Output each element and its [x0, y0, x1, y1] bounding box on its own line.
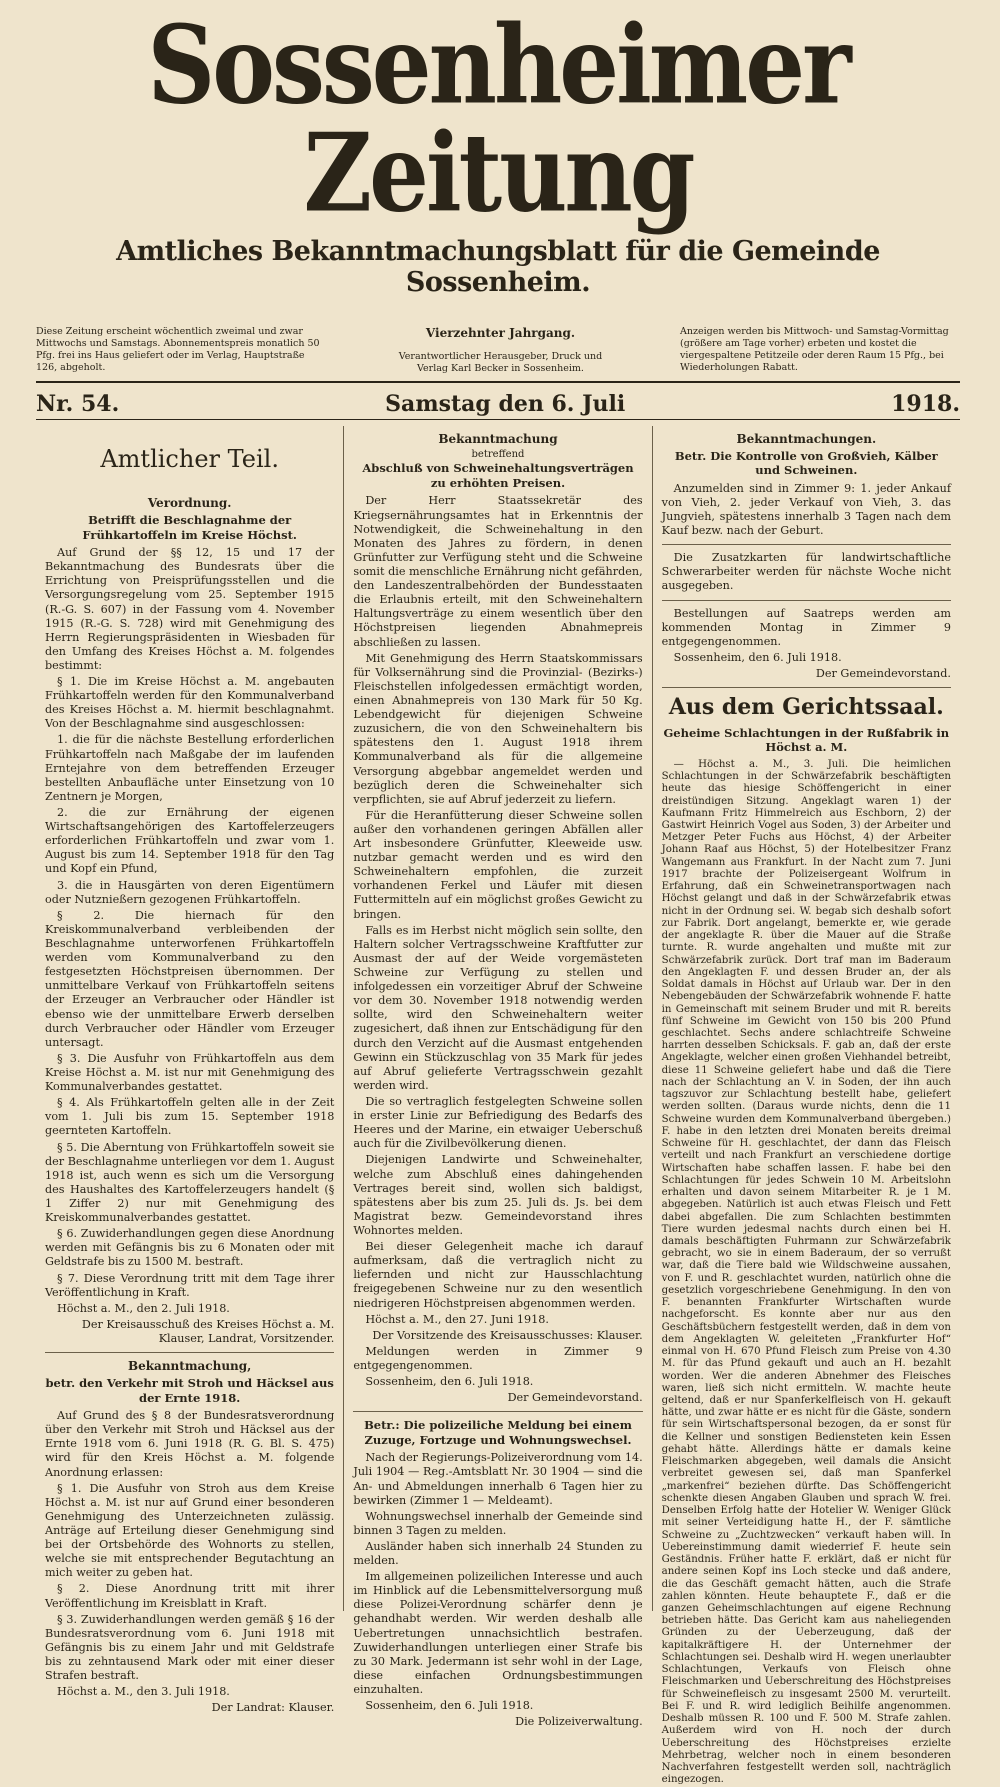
- publisher-label: Verantwortlicher Herausgeber, Druck und Verlag Karl Becker in Sossenheim.: [398, 351, 603, 374]
- paragraph: Bestellungen auf Saatreps werden am kommenden Montag in Zimmer 9 entgegengenommen.: [661, 606, 951, 648]
- pig-notice-subtitle: Abschluß von Schweinehaltungsverträgen zu erhöhten Preisen.: [362, 461, 634, 490]
- issue-year: 1918.: [891, 390, 960, 417]
- separator: [662, 544, 951, 545]
- paragraph: § 2. Diese Anordnung tritt mit ihrer Veröffentlichung im Kreisblatt in Kraft.: [45, 1582, 335, 1610]
- paragraph: — Höchst a. M., 3. Juli. Die heimlichen Schlachtungen in der Schwärzefabrik beschäftigten heute das hiesige Schöffengericht in einer dreistündigen Sitzung. Angeklagt waren 1) der Kaufmann Fritz Himmelreich aus Eschborn, 2) der Gastwirt Heinrich Vogel aus Soden, 3) der Arbeiter und Metzger Peter Fuchs aus Höchst, 4) der Arbeiter Johann Raaf aus Höchst, 5) der Hotelbesitzer Franz Wangemann aus Frankfurt. In der Nacht zum 7. Juni 1917 brachte der Polizeisergeant Wolfrum in Erfahrung, daß ein Schweinetransportwagen nach Höchst gelangt und daß in der Schwärzefabrik etwas nicht in der Ordnung sei. W. begab sich deshalb sofort zur Fabrik. Dort angelangt, bemerkte er, wie gerade der angeklagte R. über die Mauer auf die Straße turnte. R. wurde angehalten und mußte mit zur Schwärzefabrik zurück. Dort traf man im Baderaum den Angeklagten F. und dessen Bruder an, der als Soldat damals in Höchst auf Urlaub war. Der in den Nebengebäuden der Schwärzefabrik wohnende F. hatte in Gemeinschaft mit seinem Bruder und mit R. bereits fünf Schweine im Gewicht von 150 bis 200 Pfund geschlachtet. Sechs andere schlachtreife Schweine harrten desselben Schicksals. F. gab an, daß der erste Angeklagte, welcher einen großen Viehhandel betreibt, diese 11 Schweine geliefert habe und daß die Tiere nach der Schlachtung an V. in Soden, der ihn auch tagszuvor zur Schlachtung bestellt habe, geliefert werden sollten. (Daraus wurde nichts, denn die 11 Schweine wurden dem Kommunalverband übergeben.) F. habe in den letzten drei Monaten bereits dreimal Schweine für H. geschlachtet, der dann das Fleisch verteilt und nach Frankfurt an verschiedene dortige Wirtschaften habe schaffen lassen. F. habe bei den Schlachtungen für jedes Schwein 10 M. Arbeitslohn erhalten und davon seinem Mitarbeiter R. je 1 M. abgegeben. Natürlich ist auch etwas Fleisch und Fett dabei abgefallen. Die zum Schlachten bestimmten Tiere wurden jedesmal nachts durch einen bei H. damals beschäftigten Fuhrmann zur Schwärzefabrik gebracht, wo sie in einem Baderaum, der so verrußt war, daß die Tiere bald wie Wildschweine aussahen, von F. und R. geschlachtet wurden, natürlich ohne die gesetzlich vorgeschriebene Genehmigung. In den von F. benannten Frankfurter Wirtschaften wurde nachgeforscht. Es konnte aber nur aus den Geschäftsbüchern festgestellt werden, daß in dem von dem Angeklagten W. geleiteten „Frankfurter Hof“ einmal von H. 670 Pfund Fleisch zum Preise von 4.30 M. für das Pfund gekauft und auch an H. bezahlt worden. Wer die anderen Abnehmer des Fleisches waren, ließ sich nicht ermitteln. W. machte heute geltend, daß er nur Spanferkelfleisch von H. gekauft hätte, und zwar hätte er es nicht für die Gäste, sondern für sein Wirtschaftspersonal bezogen, da er sonst für die Kellner und sonstigen Bediensteten kein Essen gehabt hätte. Allerdings hätte er damals keine Fleischmarken abgegeben, weil damals die Ansicht verbreitet gewesen sei, daß man Spanferkel „markenfrei“ beziehen dürfte. Das Schöffengericht schenkte diesen Angaben Glauben und sprach W. frei. Denselben Erfolg hatte der Hotelier W. Weniger Glück mit seiner Verteidigung hatte H., der F. sämtliche Schweine zu „Zuchtzwecken“ verkauft haben will. In Uebereinstimmung damit wiederrief F. heute sein Geständnis. Früher hatte F. erklärt, daß er nicht für andere seinen Kopf ins Loch stecke und daß andere, die das Geschäft gemacht hätten, auch die Strafe zahlen könnten. Heute behauptete F., daß er die ganzen Geheimschlachtungen auf eigene Rechnung betrieben hätte. Das Gericht kam aus naheliegenden Gründen zu der Ueberzeugung, daß der kapitalkräftigere H. der Unternehmer der Schlachtungen sei. Deshalb wird H. wegen unerlaubter Schlachtungen, Verkaufs von Fleisch ohne Fleischmarken und Ueberschreitung des Höchstpreises für Schweinefleisch zu insgesamt 2500 M. verurteilt. Bei F. und R. wird lediglich Beihilfe angenommen. Deshalb müssen R. 100 und F. 500 M. Strafe zahlen. Außerdem wird von H. noch der durch Ueberschreitung des Höchstpreises erzielte Mehrbetrag, welcher noch in einem besonderen Nachverfahren festgestellt werden soll, nachträglich eingezogen.: [661, 758, 951, 1786]
- verordnung-subtitle: Betrifft die Beschlagnahme der Frühkartoffeln im Kreise Höchst.: [82, 513, 297, 542]
- paragraph: Bei dieser Gelegenheit mache ich darauf aufmerksam, daß die vertraglich nicht zu liefernden und nicht zur Hausschlachtung freigegebenen Schweine nur zu den wesentlich niedrigeren Höchstpreisen abgenommen werden.: [353, 1240, 643, 1310]
- separator: [662, 600, 951, 601]
- paragraph: § 6. Zuwiderhandlungen gegen diese Anordnung werden mit Gefängnis bis zu 6 Monaten oder mit Geldstrafe bis zu 1500 M. bestraft.: [45, 1227, 335, 1269]
- paragraph: Die Zusatzkarten für landwirtschaftliche Schwerarbeiter werden für nächste Woche nicht ausgegeben.: [661, 551, 951, 593]
- masthead-subtitle: Amtliches Bekanntmachungsblatt für die Gemeinde Sossenheim.: [116, 236, 880, 298]
- paragraph: Mit Genehmigung des Herrn Staatskommissars für Volksernährung sind die Provinzial- (Bezirks-) Fleischstellen infolgedessen ermächtigt worden, einen Abnahmepreis von 130 Mark für 50 Kg. Lebendgewicht für diejenigen Schweine zuzusichern, die von den Schweinehaltern bis spätestens den 1. August 1918 ihrem Kommunalverband als für die allgemeine Versorgung abgebbar angemeldet werden und bezüglich deren die Schweinehalter sich verpflichten, sie auf Abruf jederzeit zu liefern.: [353, 651, 643, 806]
- paragraph: § 4. Als Frühkartoffeln gelten alle in der Zeit vom 1. Juli bis zum 15. September 1918 geernteten Kartoffeln.: [45, 1096, 335, 1138]
- separator: [45, 1352, 334, 1353]
- paragraph: Nach der Regierungs-Polizeiverordnung vom 14. Juli 1904 — Reg.-Amtsblatt Nr. 30 1904 — sind die An- und Abmeldungen innerhalb 6 Tagen hier zu bewirken (Zimmer 1 — Meldeamt).: [353, 1451, 643, 1507]
- signature-date: Sossenheim, den 6. Juli 1918.: [365, 1699, 534, 1713]
- info-row: [36, 326, 960, 375]
- paragraph: Ausländer haben sich innerhalb 24 Stunden zu melden.: [353, 1539, 643, 1568]
- paragraph: Im allgemeinen polizeilichen Interesse und auch im Hinblick auf die Lebensmittelversorgung muß diese Polizei-Verordnung schärfer denn je gehandhabt werden. Wir werden deshalb alle Uebertretungen unnachsichtlich bestrafen. Zuwiderhandlungen unterliegen einer Strafe bis zu 30 Mark. Jedermann ist sehr wohl in der Lage, diese einfachen Ordnungsbestimmungen einzuhalten.: [353, 1570, 643, 1697]
- paragraph: § 7. Diese Verordnung tritt mit dem Tage ihrer Veröffentlichung in Kraft.: [45, 1271, 335, 1299]
- paragraph: Auf Grund des § 8 der Bundesratsverordnung über den Verkehr mit Stroh und Häcksel aus der Ernte 1918 vom 6. Juni 1918 (R. G. Bl. S. 475) wird für den Kreis Höchst a. M. folgende Anordnung erlassen:: [45, 1409, 335, 1479]
- signature: Die Polizeiverwaltung.: [515, 1715, 643, 1729]
- paragraph: § 3. Zuwiderhandlungen werden gemäß § 16 der Bundesratsverordnung vom 6. Juni 1918 mit Gefängnis bis zu einem Jahr und mit Geldstrafe bis zu zehntausend Mark oder mit einer dieser Strafen bestraft.: [45, 1612, 335, 1683]
- column-3: [652, 426, 960, 1786]
- verordnung-title: Verordnung.: [147, 495, 232, 510]
- masthead-title: Sossenheimer Zeitung: [147, 2, 849, 238]
- court-article-subtitle: Geheime Schlachtungen in der Rußfabrik in Höchst a. M.: [663, 725, 950, 755]
- paragraph: § 5. Die Aberntung von Frühkartoffeln soweit sie der Beschlagnahme unterliegen vor dem 1. August 1918 ist, auch wenn es sich um die Versorgung des Haushaltes des Kartoffelerzeugers handelt (§ 1 Ziffer 2) nur mit Genehmigung des Kreiskommunalverbandes gestattet.: [45, 1140, 335, 1225]
- bekanntmachung-title: Bekanntmachung,: [127, 1359, 252, 1374]
- signature-date: Sossenheim, den 6. Juli 1918.: [673, 650, 842, 664]
- subscription-info: Diese Zeitung erscheint wöchentlich zweimal und zwar Mittwochs und Samstags. Abonnementspreis monatlich 50 Pfg. frei ins Haus geliefert oder im Verlag, Hauptstraße 126, abgeholt.: [36, 326, 320, 373]
- paragraph: Die so vertraglich festgelegten Schweine sollen in erster Linie zur Befriedigung des Bedarfs des Heeres und der Marine, ein etwaiger Ueberschuß auch für die Zivilbevölkerung dienen.: [353, 1095, 643, 1151]
- issue-number: Nr. 54.: [36, 390, 120, 417]
- paragraph: 2. die zur Ernährung der eigenen Wirtschaftsangehörigen des Kartoffelerzeugers erforderlichen Frühkartoffeln und zwar vom 1. August bis zum 14. September 1918 für den Tag und Kopf ein Pfund,: [45, 806, 335, 876]
- signature: Der Kreisausschuß des Kreises Höchst a. M. Klauser, Landrat, Vorsitzender.: [81, 1317, 335, 1345]
- paragraph: Falls es im Herbst nicht möglich sein sollte, den Haltern solcher Vertragsschweine Kraftfutter zur Ausmast der auf der Weide vorgemästeten Schweine zur Verfügung zu stellen und infolgedessen ein vorzeitiger Abruf der Schweine vor dem 30. November 1918 notwendig werden sollte, wird den Schweinehaltern weiter zugesichert, daß ihnen zur Entschädigung für den durch den Verzicht auf die Ausmast entgehenden Gewinn ein Stückzuschlag von 35 Mark für jedes auf Abruf gelieferte Vertragsschwein gezahlt werden wird.: [353, 923, 643, 1092]
- paragraph: Auf Grund der §§ 12, 15 und 17 der Bekanntmachung des Bundesrats über die Errichtung von Preisprüfungsstellen und die Versorgungsregelung vom 25. September 1915 (R.-G. S. 607) in der Fassung vom 4. November 1915 (R.-G. S. 728) wird mit Genehmigung des Herrn Regierungspräsidenten in Wiesbaden für den Umfang des Kreises Höchst a. M. folgendes bestimmt:: [45, 546, 335, 672]
- signature: Der Gemeindevorstand.: [507, 1391, 643, 1405]
- paragraph: § 1. Die Ausfuhr von Stroh aus dem Kreise Höchst a. M. ist nur auf Grund einer besonderen Genehmigung des Unterzeichneten zulässig. Anträge auf Erteilung dieser Genehmigung sind bei der Ortsbehörde des Wohnorts zu stellen, welche sie mit entsprechender Begutachtung an mich weiter zu geben hat.: [45, 1481, 335, 1580]
- paragraph: § 1. Die im Kreise Höchst a. M. angebauten Frühkartoffeln werden für den Kommunalverband des Kreises Höchst a. M. hiermit beschlagnahmt. Von der Beschlagnahme sind ausgeschlossen:: [45, 675, 335, 731]
- court-section-title: Aus dem Gerichtssaal.: [668, 694, 944, 721]
- signature-date: Höchst a. M., den 3. Juli 1918.: [57, 1685, 230, 1699]
- separator: [662, 687, 951, 688]
- publisher-info: [386, 326, 616, 375]
- signature: Der Landrat: Klauser.: [211, 1701, 335, 1715]
- pig-notice-betr: betreffend: [471, 448, 525, 460]
- advertising-info: Anzeigen werden bis Mittwoch- und Samstag-Vormittag (größere am Tage vorher) erbeten und kostet die viergespaltene Petitzeile oder deren Raum 15 Pfg., bei Wiederholungen Rabatt.: [680, 326, 949, 373]
- paragraph: Für die Heranfütterung dieser Schweine sollen außer den vorhandenen geringen Abfällen aller Art insbesondere Grünfutter, Kleeweide usw. nutzbar gemacht werden und es wird den Schweinehaltern empfohlen, die zurzeit vorhandenen Ferkel und Läufer mit diesen Futtermitteln auf ein möglichst großes Gewicht zu bringen.: [353, 808, 643, 921]
- column-1: [36, 426, 343, 1715]
- issue-row: [36, 383, 960, 419]
- paragraph: 3. die in Hausgärten von deren Eigentümern oder Nutznießern gezogenen Frühkartoffeln.: [45, 878, 335, 906]
- signature-date: Höchst a. M., den 2. Juli 1918.: [57, 1301, 230, 1315]
- paragraph: Der Herr Staatssekretär des Kriegsernährungsamtes hat in Erkenntnis der Notwendigkeit, die Schweinehaltung in den Monaten des Jahres zu fördern, in denen Grünfutter zur Verfügung steht und die Schweine somit die menschliche Ernährung nicht gefährden, den Landeszentralbehörden der Bundesstaaten die Erlaubnis erteilt, mit den Schweinehaltern Haltungsverträge zu einem wesentlich über den Höchstpreisen liegenden Abnahmepreis abschließen zu lassen.: [353, 494, 643, 649]
- paragraph: § 2. Die hiernach für den Kreiskommunalverband verbleibenden der Beschlagnahme unterworfenen Frühkartoffeln werden vom Kommunalverband zu den festgesetzten Höchstpreisen übernommen. Der unmittelbare Verkauf von Frühkartoffeln seitens der Erzeuger an Verbraucher oder Händler ist ebenso wie der unmittelbare Erwerb derselben durch Verbraucher oder Händler vom Erzeuger untersagt.: [45, 908, 335, 1049]
- paragraph: Meldungen werden in Zimmer 9 entgegengenommen.: [353, 1344, 643, 1372]
- paragraph: § 3. Die Ausfuhr von Frühkartoffeln aus dem Kreise Höchst a. M. ist nur mit Genehmigung des Kommunalverbandes gestattet.: [45, 1051, 335, 1094]
- notices-subtitle: Betr. Die Kontrolle von Großvieh, Kälber und Schweinen.: [674, 448, 938, 478]
- bekanntmachung-subtitle: betr. den Verkehr mit Stroh und Häcksel aus der Ernte 1918.: [45, 1376, 334, 1405]
- paragraph: Wohnungswechsel innerhalb der Gemeinde sind binnen 3 Tagen zu melden.: [353, 1509, 643, 1537]
- issue-rule: [36, 419, 960, 420]
- signature: Der Vorsitzende des Kreisausschusses: Klauser.: [372, 1328, 643, 1342]
- signature-date: Sossenheim, den 6. Juli 1918.: [365, 1375, 534, 1389]
- columns: [36, 426, 960, 1786]
- official-section-heading: Amtlicher Teil.: [100, 444, 279, 473]
- signature: Der Gemeindevorstand.: [815, 667, 951, 681]
- column-2: [343, 426, 651, 1729]
- paragraph: 1. die für die nächste Bestellung erforderlichen Frühkartoffeln nach Maßgabe der im laufenden Erntejahre von dem betreffenden Erzeuger bestellten Anbaufläche unter Einsetzung von 10 Zentnern je Morgen,: [45, 733, 335, 803]
- volume-label: Vierzehnter Jahrgang.: [425, 326, 576, 340]
- paragraph: Diejenigen Landwirte und Schweinehalter, welche zum Abschluß eines dahingehenden Vertrages bereit sind, wollen sich baldigst, spätestens aber bis zum 25. Juli ds. Js. bei dem Magistrat bezw. Gemeindevorstand ihres Wohnortes melden.: [353, 1153, 643, 1237]
- pig-notice-title: Bekanntmachung: [438, 431, 558, 446]
- paragraph: Anzumelden sind in Zimmer 9: 1. jeder Ankauf von Vieh, 2. jeder Verkauf von Vieh, 3. das Jungvieh, spätestens innerhalb 3 Tagen nach dem Kauf bezw. nach der Geburt.: [661, 481, 951, 538]
- signature-date: Höchst a. M., den 27. Juni 1918.: [365, 1312, 549, 1326]
- separator: [353, 1411, 642, 1412]
- issue-date: Samstag den 6. Juli: [385, 390, 626, 417]
- police-notice-title: Betr.: Die polizeiliche Meldung bei einem Zuzuge, Fortzuge und Wohnungswechsel.: [364, 1418, 632, 1447]
- notices-title: Bekanntmachungen.: [736, 431, 877, 446]
